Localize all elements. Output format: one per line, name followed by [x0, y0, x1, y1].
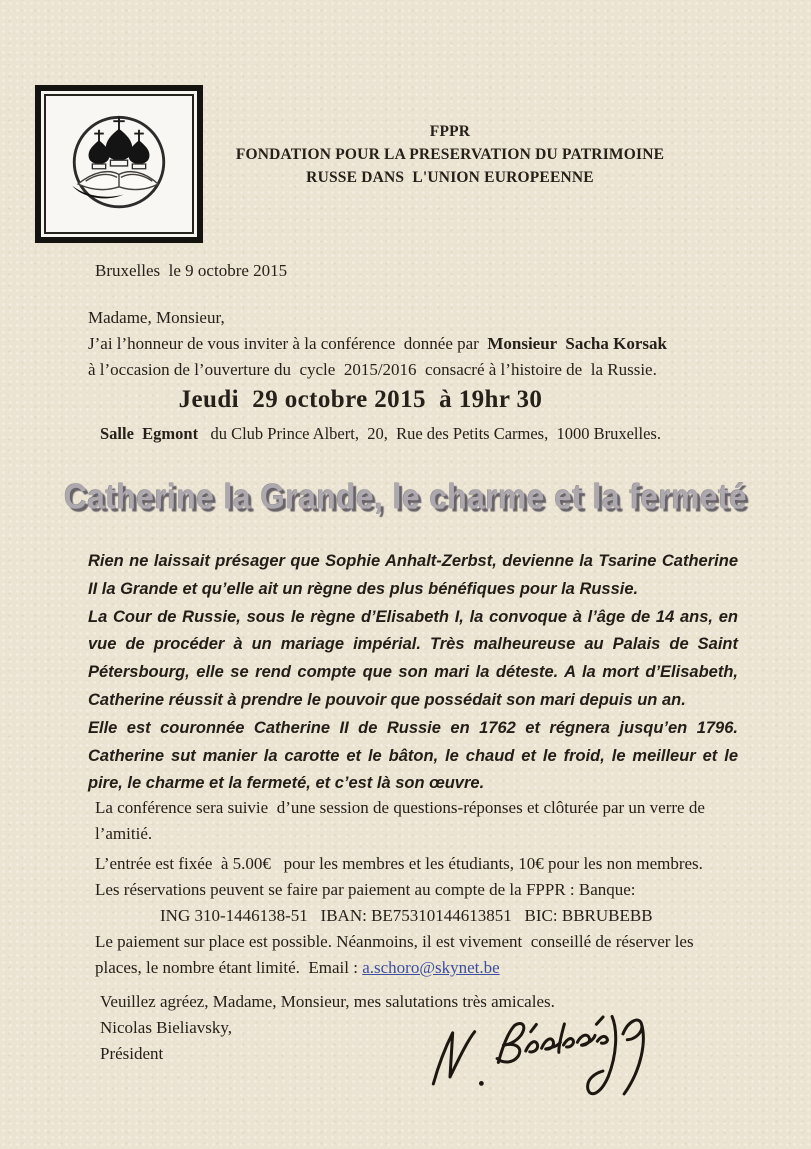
fppr-logo-frame	[44, 94, 194, 234]
invite-line	[88, 331, 768, 357]
payment-line-2	[95, 955, 745, 981]
invite-continuation: à l’occasion de l’ouverture du cycle 2015/2016 consacré à l’histoire de la Russie.	[88, 360, 657, 379]
venue-name: Salle Egmont	[100, 424, 199, 443]
signer-name: Nicolas Bieliavsky,	[100, 1018, 233, 1037]
payment-line-2-prefix: places, le nombre étant limité. Email :	[95, 958, 363, 977]
venue-address: du Club Prince Albert, 20, Rue des Petits Carmes, 1000 Bruxelles.	[198, 424, 661, 443]
signer-title: Président	[100, 1044, 164, 1063]
bank-details: ING 310-1446138-51 IBAN: BE75310144613851 BIC: BBRUBEBB	[160, 906, 653, 925]
email-link[interactable]: a.schoro@skynet.be	[362, 958, 500, 977]
abstract-paragraph-2: La Cour de Russie, sous le règne d’Elisabeth I, la convoque à l’âge de 14 ans, en vue de procéder à un mariage impérial. Très malheureuse au Palais de Saint Pétersbourg, elle se rend compte que son mari la déteste. A la mort d’Elisabeth, Catherine réussit à prendre le pouvoir que possédait son mari depuis un an.	[88, 607, 738, 709]
payment-line-1: Le paiement sur place est possible. Néanmoins, il est vivement conseillé de réserver les	[95, 932, 694, 951]
venue-line	[100, 424, 760, 444]
speaker-name: Monsieur Sacha Korsak	[487, 334, 667, 353]
church-domes-open-book-icon	[57, 104, 181, 224]
abstract-block	[88, 548, 738, 798]
abstract-paragraph-3: Elle est couronnée Catherine II de Russie en 1762 et régnera jusqu’en 1796. Catherine sut manier la carotte et le bâton, le chaud et le froid, le meilleur et le pire, le charme et la fermeté, et c’est là son œuvre.	[88, 718, 738, 793]
fppr-logo	[35, 85, 203, 243]
org-name-line2: RUSSE DANS L'UNION EUROPEENNE	[306, 169, 594, 186]
pricing-line: L’entrée est fixée à 5.00€ pour les membres et les étudiants, 10€ pour les non membres.	[95, 854, 703, 873]
org-acronym: FPPR	[429, 123, 471, 140]
handwritten-signature	[415, 991, 676, 1119]
event-datetime: Jeudi 29 octobre 2015 à 19hr 30	[178, 386, 543, 413]
invite-prefix: J’ai l’honneur de vous inviter à la conférence donnée par	[88, 334, 488, 353]
talk-title: Catherine la Grande, le charme et la fermeté	[63, 476, 748, 516]
abstract-paragraph-1: Rien ne laissait présager que Sophie Anhalt-Zerbst, devienne la Tsarine Catherine II la Grande et qu’elle ait un règne des plus bénéfiques pour la Russie.	[88, 552, 738, 598]
closing-line: Veuillez agréez, Madame, Monsieur, mes salutations très amicales.	[100, 992, 555, 1011]
org-name-line1: FONDATION POUR LA PRESERVATION DU PATRIMOINE	[235, 146, 665, 163]
qna-paragraph: La conférence sera suivie d’une session de questions-réponses et clôturée par un verre de l’amitié.	[95, 798, 710, 843]
dateline: Bruxelles le 9 octobre 2015	[95, 261, 288, 280]
reservation-line: Les réservations peuvent se faire par paiement au compte de la FPPR : Banque:	[95, 880, 636, 899]
salutation: Madame, Monsieur,	[88, 308, 225, 327]
